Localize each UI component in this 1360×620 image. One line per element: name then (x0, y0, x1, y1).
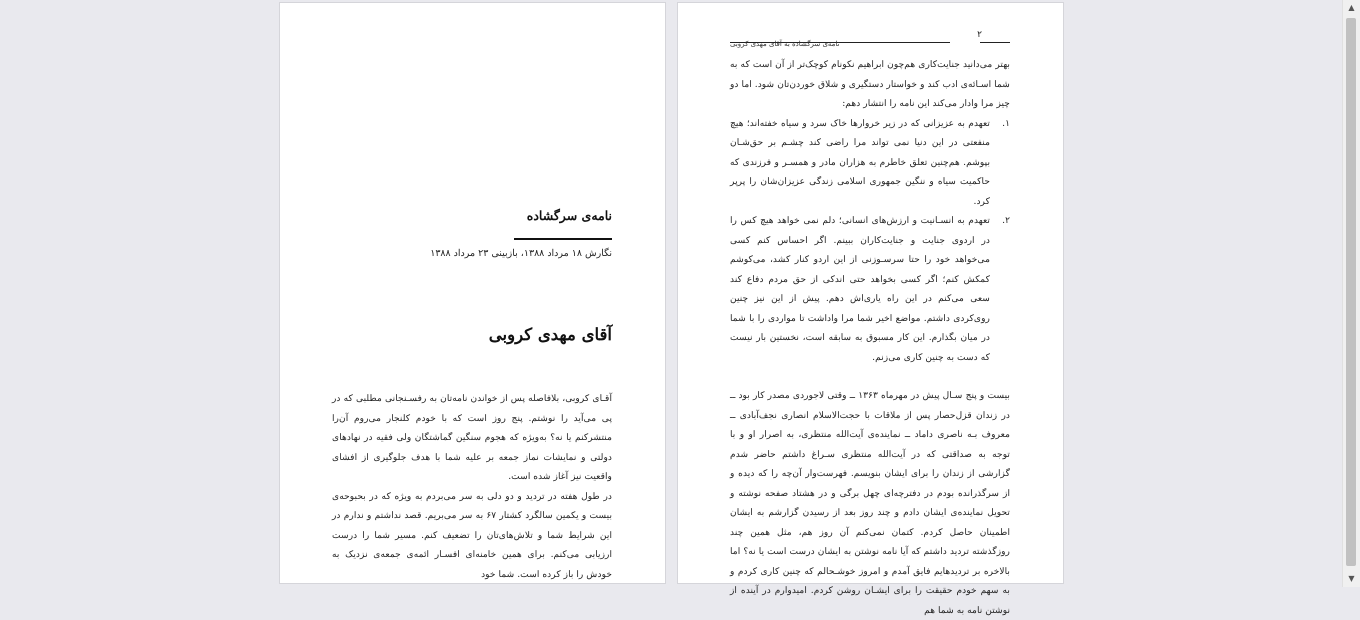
pdf-page-2 (678, 3, 1063, 616)
scroll-up-arrow-icon[interactable]: ▲ (1348, 3, 1355, 12)
intro-paragraph-1: آقـای کروبی، بلافاصله پس از خواندن نامه‌تان به رفسـنجانی مطلبی که در پی می‌آید را نوشتم. پنج روز است که با خودم کلنجار می‌روم آن‌را منتشرکنم یا نه؟ به‌ویژه که هجوم سنگین گماشتگان ولی فقیه در نهادهای دولتی و نمایشات نماز جمعه بر علیه شما با هدف جلوگیری از افشای واقعیت نیز آغاز شده است. (332, 393, 612, 482)
list-number: ۲. (1002, 215, 1010, 226)
intro-text (332, 389, 612, 584)
page-number: ۲ (977, 30, 982, 40)
document-date: نگارش ۱۸ مرداد ۱۳۸۸، بازبینی ۲۳ مرداد ۱۳۸۸ (430, 248, 612, 259)
page-body (730, 55, 1010, 620)
title-block (312, 208, 612, 259)
running-head-title: نامه‌ی سرگشاده به آقای مهدی کروبی (730, 40, 840, 48)
closing-paragraph: بیست و پنج سـال پیش در مهرماه ۱۳۶۳ ــ وقتی لاجوردی مصدر کار بود ــ در زندان قزل‌حصار پس از ملاقات با حجت‌الاسلام انصاری نجف‌آبادی ــ معروف بـه ناصری داماد ــ نماینده‌ی آیت‌الله منتظری، به اصرار او و با توجه به صداقتی که در آیت‌الله منتظری سـراغ داشتم حاضر شدم گزارشی از زندان را برای ایشان بنویسم. فهرست‌وار آن‌چه را که دیده و از سرگذرانده بودم در دفترچه‌ای چهل برگی و در هشتاد صفحه نوشته و تحویل نماینده‌ی ایشان دادم و چند روز بعد از رسیدن گزارشم به ایشان اطمینان حاصل کردم. کتمان نمی‌کنم آن روز هم، مثل همین چند روزگذشته تردید داشتم که آیا نامه نوشتن به ایشان درست است یا نه؟ اما بالاخره بر تردیدهایم فایق آمدم و امروز خوشـحالم که چنین کاری کردم و به سهم خودم حقیقت را برای ایشـان روشن کردم. امیدوارم در آینده از نوشتن نامه به شما هم (730, 390, 1010, 616)
list-item (730, 211, 1010, 367)
title-rule (514, 238, 612, 240)
vertical-scrollbar[interactable] (1342, 0, 1360, 587)
header-rule-short (980, 42, 1010, 43)
recipient-heading: آقای مهدی کروبی (488, 325, 612, 344)
document-title: نامه‌ی سرگشاده (526, 208, 612, 223)
numbered-list (730, 114, 1010, 368)
intro-paragraph-2: در طول هفته در تردید و دو دلی به سر می‌بردم به ویژه که در بحبوحه‌ی بیست و یکمین سالگرد کشتار ۶۷ به سر می‌بریم. قصد نداشتم و ندارم در این شرایط شما و تلاش‌های‌تان را تضعیف کنم. مسیر شما را درست ارزیابی می‌کنم. برای همین خامنه‌ای افسـار ائمه‌ی جمعه‌ی نزدیک به خودش را باز کرده است. شما خود (332, 490, 612, 580)
scroll-down-arrow-icon[interactable]: ▼ (1348, 574, 1355, 583)
list-number: ۱. (1002, 117, 1010, 129)
pdf-page-1 (280, 3, 665, 583)
list-item-text: تعهدم به عزیزانی که در زیر خروارها خاک سرد و سیاه خفته‌اند؛ هیچ منفعتی در این دنیا نمی تواند مرا راضی کند چشـم بر حق‌شـان بپوشم. هم‌چنین تعلق خاطرم به هزاران مادر و همسـر و فرزندی که حاکمیت سیاه و ننگین جمهوری اسلامی زندگی عزیزان‌شان را پرپر کرد. (730, 117, 990, 207)
opening-paragraph: بهتر می‌دانید جنایت‌کاری هم‌چون ابراهیم نکونام کوچک‌تر از آن است که به شما اسـائه‌ی ادب کند و خواستار دستگیری و شلاق خوردن‌تان شود. اما دو چیز مرا وادار می‌کند این نامه را انتشار دهم: (730, 59, 1010, 109)
list-item (730, 114, 1010, 212)
list-item-text: تعهدم به انسـانیت و ارزش‌های انسانی؛ دلم نمی خواهد هیچ کس را در اردوی جنایت و جنایت‌کاران ببینم. اگر احساس کنم کسی می‌خواهد خود را حتا سرسـوزنی از این اردو کنار کشد، می‌کوشم کمکش کنم؛ اگر کسی بخواهد حتی اندکی از حق مردم دفاع کند سعی می‌کنم در این راه یاری‌اش دهم. پیش از این نیز چنین روی‌کردی داشتم. مواضع اخیر شما مرا واداشت تا مواردی را با شما در میان بگذارم. این کار مسبوق به سابقه است، نخستین بار نیست که دست به چنین کاری می‌زنم. (730, 215, 990, 363)
scrollbar-thumb[interactable] (1346, 18, 1356, 566)
running-header (730, 30, 1010, 53)
